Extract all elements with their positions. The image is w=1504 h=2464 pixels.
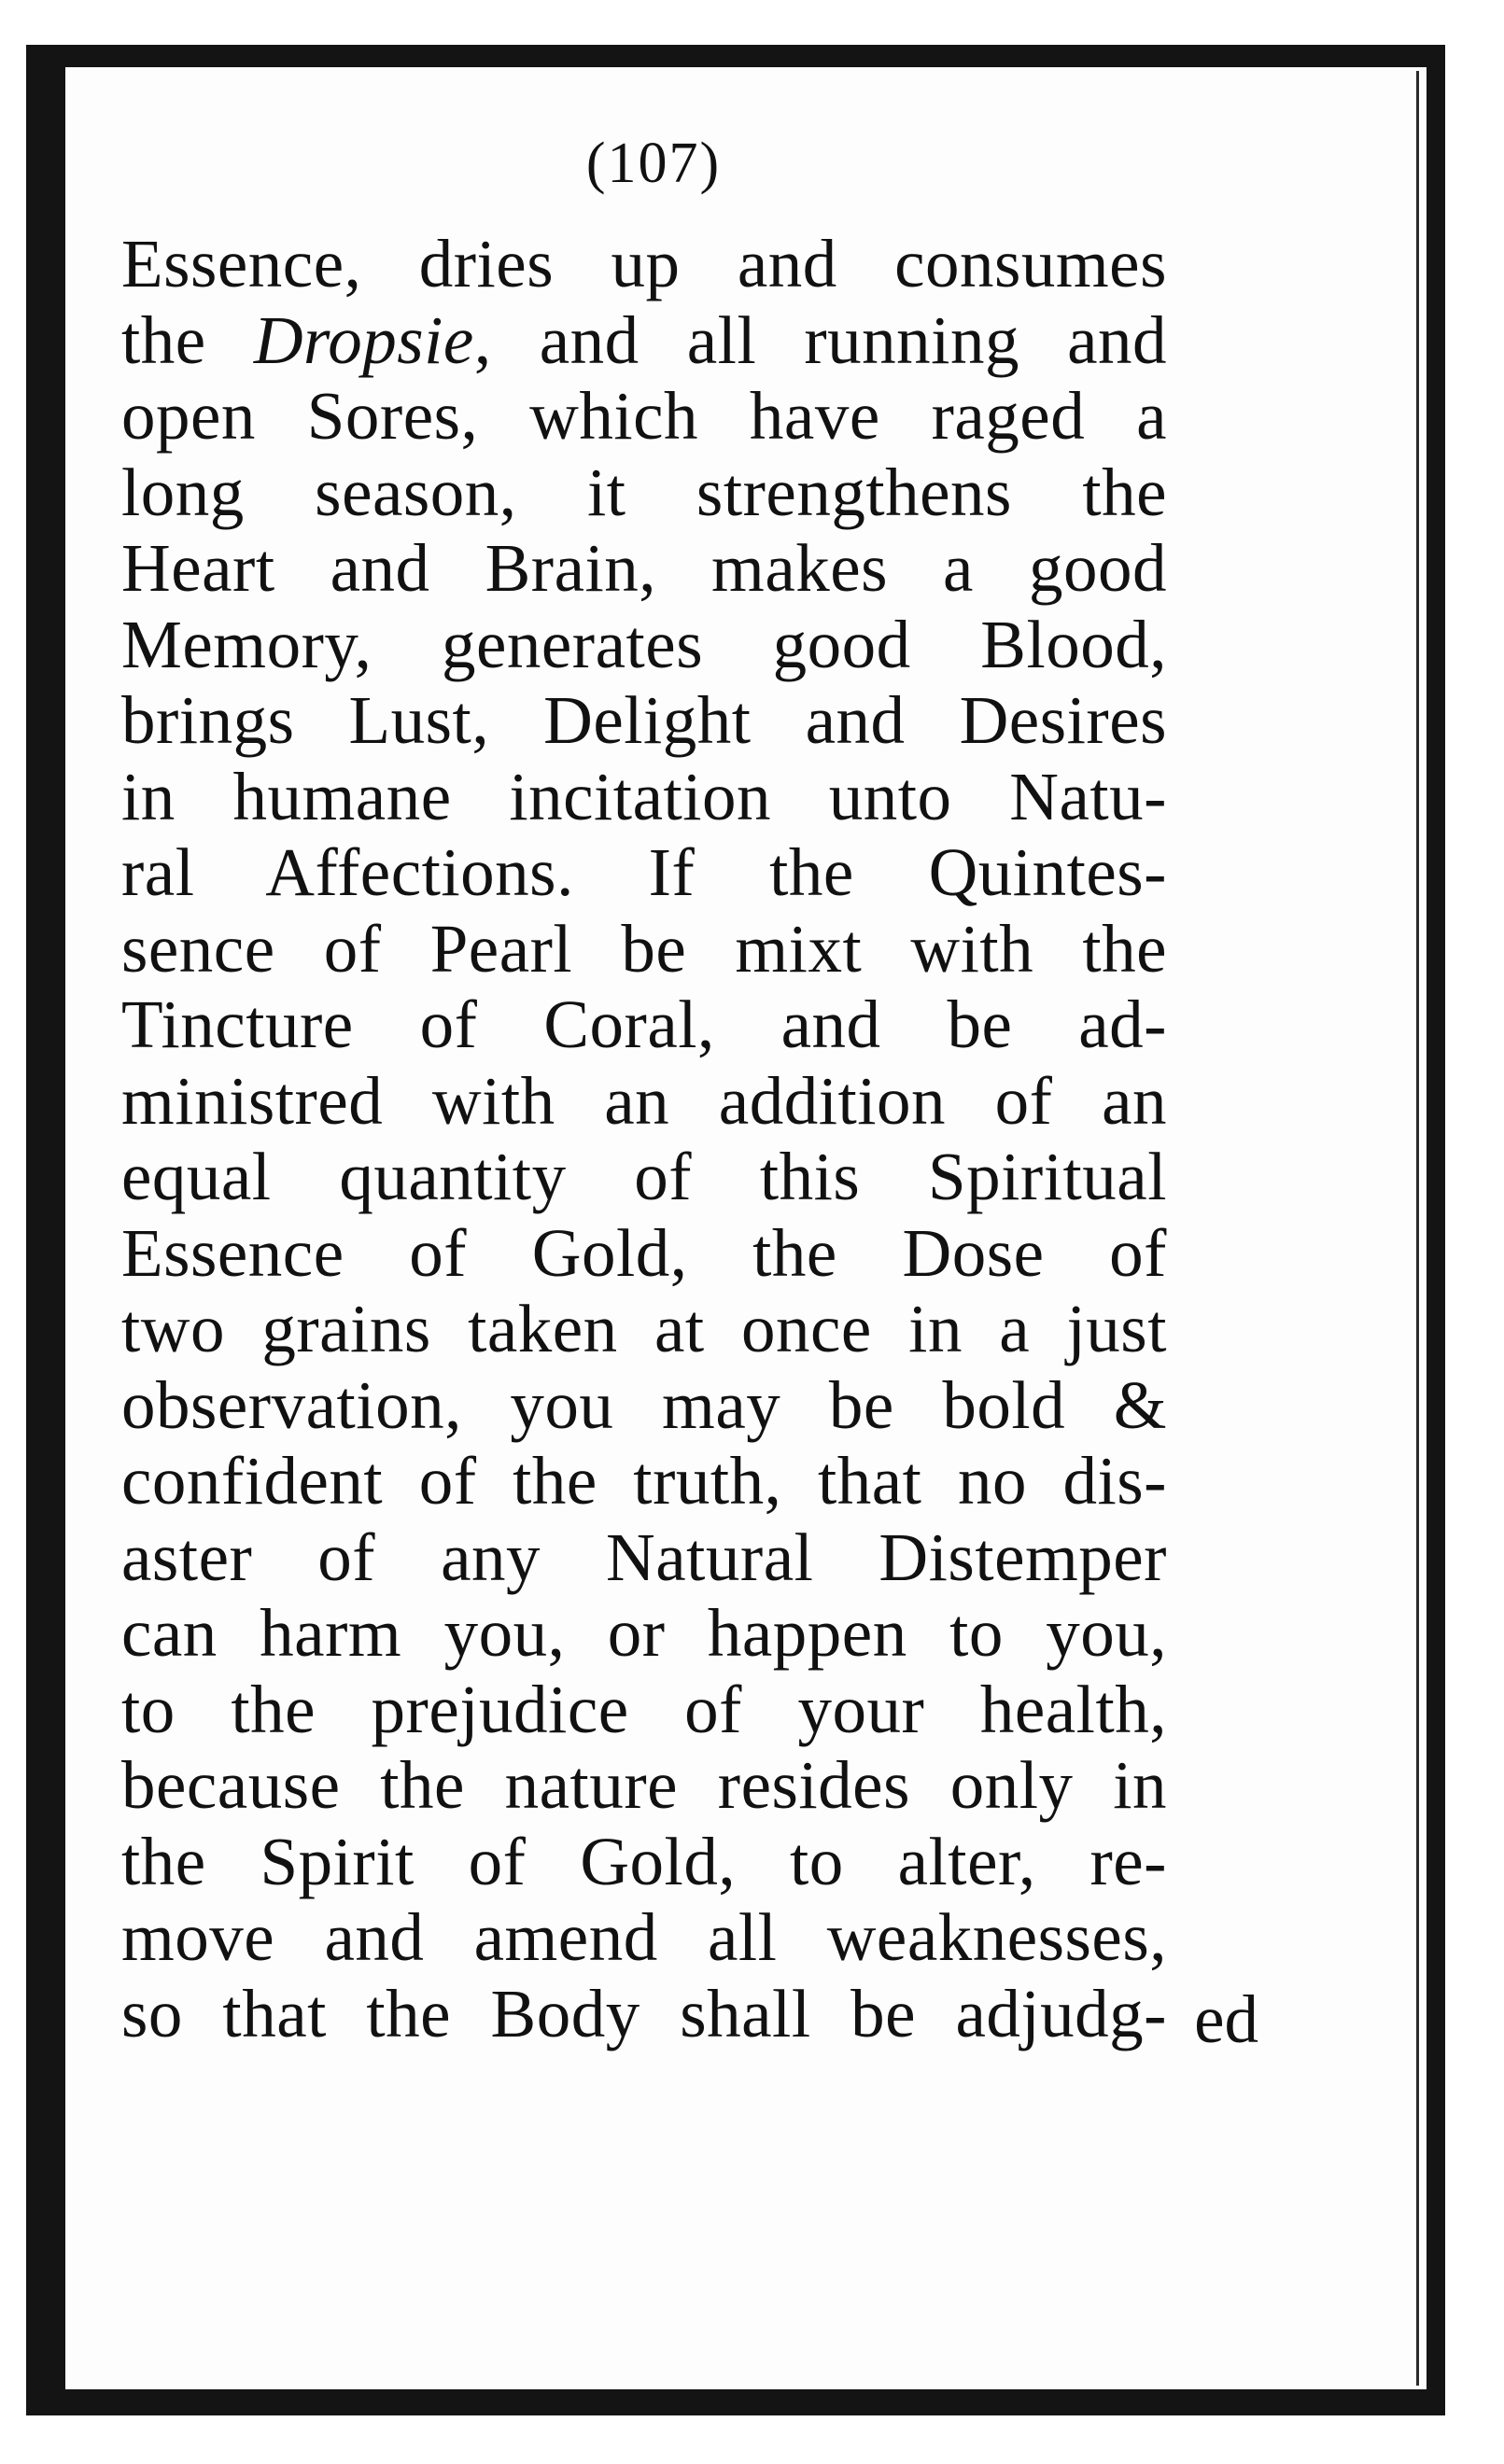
text-line: observation, you may be bold &	[121, 1366, 1167, 1443]
text-line: move and amend all weaknesses,	[121, 1899, 1167, 1975]
catchword: ed	[1194, 1981, 1258, 2057]
page-number: (107)	[585, 132, 722, 195]
text-line: Tincture of Coral, and be ad-	[121, 987, 1167, 1062]
text-line: to the prejudice of your health,	[121, 1671, 1167, 1747]
text-line: brings Lust, Delight and Desires	[121, 682, 1167, 758]
page-edge-line	[1416, 71, 1419, 2386]
text-line: ministred with an addition of an	[121, 1062, 1167, 1139]
book-page	[65, 67, 1427, 2389]
text-line: two grains taken at once in a just	[121, 1291, 1167, 1366]
text-line: Heart and Brain, makes a good	[121, 530, 1167, 606]
text-line: aster of any Natural Distemper	[121, 1519, 1167, 1595]
text-line: Essence of Gold, the Dose of	[121, 1214, 1167, 1291]
text-line: can harm you, or happen to you,	[121, 1595, 1167, 1671]
body-text	[121, 226, 1167, 2051]
text-line: Essence, dries up and consumes	[121, 226, 1167, 301]
text-line: confident of the truth, that no dis-	[121, 1443, 1167, 1519]
text-line: the Dropsie, and all running and	[121, 301, 1168, 378]
text-line: long season, it strengthens the	[121, 454, 1167, 530]
text-line: open Sores, which have raged a	[121, 378, 1167, 454]
text-line: Memory, generates good Blood,	[121, 606, 1167, 682]
text-line: equal quantity of this Spiritual	[121, 1139, 1167, 1214]
text-line: ral Affections. If the Quintes-	[121, 834, 1167, 910]
text-line: the Spirit of Gold, to alter, re-	[121, 1823, 1167, 1899]
text-line: in humane incitation unto Natu-	[121, 758, 1167, 834]
text-line: because the nature resides only in	[121, 1747, 1167, 1823]
scan-frame	[26, 45, 1445, 2415]
italic-word: Dropsie	[253, 301, 474, 378]
text-line: so that the Body shall be adjudg-	[121, 1975, 1167, 2051]
text-line: sence of Pearl be mixt with the	[121, 910, 1167, 987]
